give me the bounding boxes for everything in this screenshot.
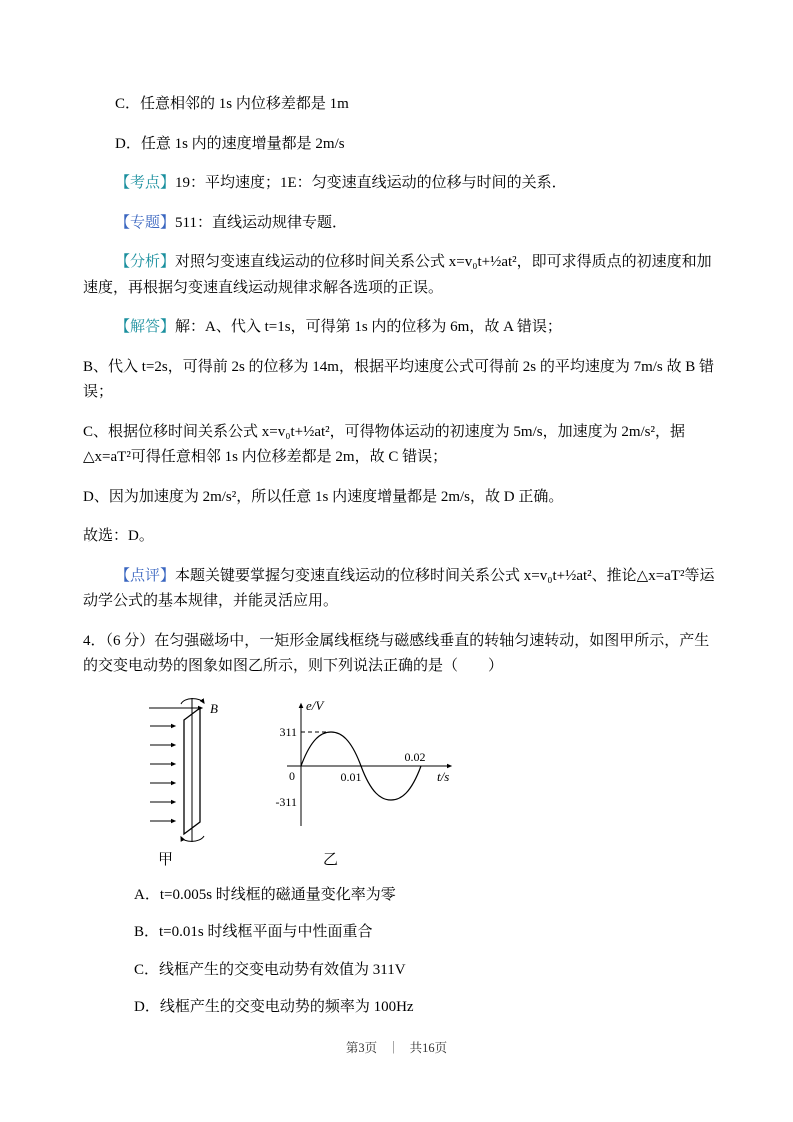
y-max-tick: 311 [279,724,297,739]
page-footer [0,1038,793,1056]
total-pages: 共16页 [409,1041,448,1055]
question4-option-a: A．t=0.005s 时线框的磁通量变化率为零 [134,886,396,903]
dianping-tag: 【点评】 [115,567,176,584]
x-tick-001: 0.01 [340,769,362,784]
dianping-text: 本题关键要掌握匀变速直线运动的位移时间关系公式 x=v₀t+½at²、推论△x=aT²等运动学公式的基本规律，并能灵活应用。 [83,567,715,609]
zhuanti-text: 511：直线运动规律专题． [175,214,347,231]
section-kaodian [83,171,715,197]
figure-right-caption: 乙 [323,851,339,868]
question4-option-c: C．线框产生的交变电动势有效值为 311V [134,961,406,978]
field-line-arrows [150,726,175,821]
jieda-tag: 【解答】 [115,319,176,335]
figure-left-caption: 甲 [158,851,174,868]
jieda-text: 解：A、代入 t=1s，可得第 1s 内的位移为 6m，故 A 错误； [175,319,562,335]
fenxi-tag: 【分析】 [115,254,176,270]
section-dianping [83,564,715,615]
page-number: 第3页 [345,1041,378,1055]
b-field-label: B [210,700,218,716]
jieda-step-b: B、代入 t=2s，可得前 2s 的位移为 14m，根据平均速度公式可得前 2s 的平均速度为 7m/s 故 B 错误； [83,358,714,400]
section-jieda [83,315,715,341]
footer-separator: ｜ [387,1041,400,1055]
emf-graph-figure [263,694,468,869]
kaodian-tag: 【考点】 [115,175,176,191]
jieda-conclusion: 故选：D。 [83,528,154,544]
origin-tick: 0 [289,768,295,783]
coil-figure [148,694,233,869]
prev-question-option-c: C．任意相邻的 1s 内位移差都是 1m [115,96,349,112]
emf-graph [263,694,468,846]
x-axis-label: t/s [437,768,450,784]
jieda-step-d: D、因为加速度为 2m/s²，所以任意 1s 内速度增量都是 2m/s，故 D 正确。 [83,488,564,505]
prev-question-option-d: D．任意 1s 内的速度增量都是 2m/s [115,135,345,152]
zhuanti-tag: 【专题】 [115,214,176,231]
question4-options [83,883,715,1021]
jieda-step-c: C、根据位移时间关系公式 x=v₀t+½at²，可得物体运动的初速度为 5m/s，加速度为 2m/s²，据△x=aT²可得任意相邻 1s 内位移差都是 2m，故 C 错误； [83,423,685,465]
fenxi-text: 对照匀变速直线运动的位移时间关系公式 x=v₀t+½at²，即可求得质点的初速度和加速度，再根据匀变速直线运动规律求解各选项的正误。 [83,254,712,296]
question4-option-d: D．线框产生的交变电动势的频率为 100Hz [134,999,414,1015]
kaodian-text: 19：平均速度；1E：匀变速直线运动的位移与时间的关系． [175,175,567,191]
y-min-tick: -311 [275,794,297,809]
question4-stem: 4．（6 分）在匀强磁场中，一矩形金属线框绕与磁感线垂直的转轴匀速转动，如图甲所示，产生的交变电动势的图象如图乙所示，则下列说法正确的是（ ） [83,632,710,674]
question4-figure [148,694,715,869]
section-zhuanti [83,211,715,237]
y-axis-label: e/V [306,697,324,713]
x-tick-002: 0.02 [404,749,426,764]
question4-option-b: B．t=0.01s 时线框平面与中性面重合 [134,924,373,940]
page-content [83,92,715,1033]
section-fenxi [83,250,715,301]
coil-diagram [148,694,233,846]
